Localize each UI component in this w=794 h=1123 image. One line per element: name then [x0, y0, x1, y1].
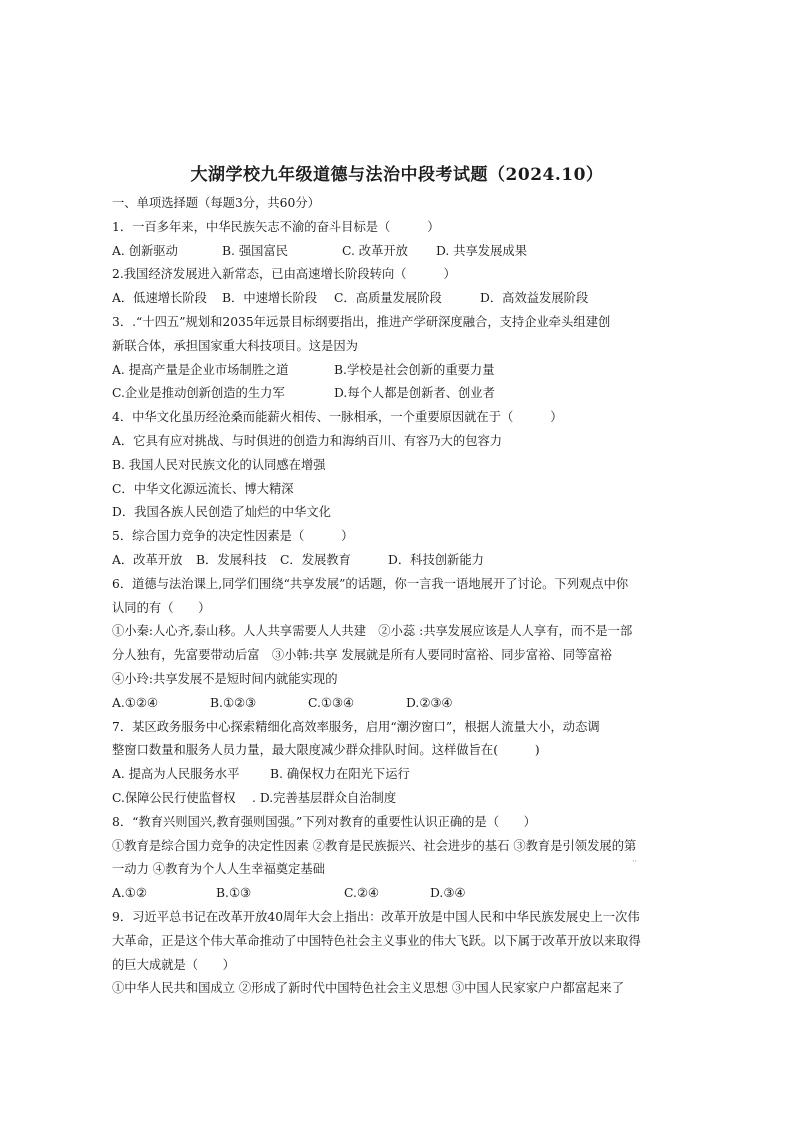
question-7-options-ab — [112, 763, 712, 787]
scan-speck: ·· — [632, 857, 638, 866]
exam-title: 大湖学校九年级道德与法治中段考试题（2024.10） — [190, 165, 604, 185]
q7-option-a: A. 提高为人民服务水平 — [112, 767, 240, 782]
q8-option-b: B.①③ — [216, 886, 251, 901]
q6-statement-line2: 分人独有，先富要带动后富 ③小韩:共享 发展就是所有人要同时富裕、同步富裕、同等富裕 — [112, 648, 612, 663]
exam-content — [112, 192, 712, 1001]
question-2-options — [112, 287, 712, 311]
q6-statement-line1: ①小秦:人心齐,泰山移。人人共享需要人人共建 ②小蕊 :共享发展应该是人人享有，而不是一部 — [112, 624, 633, 639]
q5-option-b: B．发展科技 — [196, 552, 267, 567]
question-9-stem-line3: 的巨大成就是（ ） — [112, 957, 235, 972]
q6-option-d: D.②③④ — [406, 695, 453, 710]
q6-statement-line3: ④小玲:共享发展不是短时间内就能实现的 — [112, 671, 338, 686]
question-5-stem: 5．综合国力竞争的决定性因素是（ ） — [112, 529, 354, 544]
q3-option-b: B.学校是社会创新的重要力量 — [334, 362, 495, 377]
question-3-options-cd — [112, 382, 712, 406]
q5-option-d: D．科技创新能力 — [388, 552, 484, 567]
q2-option-a: A．低速增长阶段 — [112, 291, 207, 306]
q8-option-a: A.①② — [112, 886, 147, 901]
question-5-options — [112, 549, 712, 573]
q8-option-c: C.②④ — [344, 886, 379, 901]
q3-option-a: A. 提高产量是企业市场制胜之道 — [112, 362, 289, 377]
q7-option-c: C.保障公民行使监督权 — [112, 790, 236, 805]
q9-statement-line1: ①中华人民共和国成立 ②形成了新时代中国特色社会主义思想 ③中国人民家家户户都富起来了 — [112, 981, 624, 996]
question-9-stem-line2: 大革命，正是这个伟大革命推动了中国特色社会主义事业的伟大飞跃。以下属于改革开放以来取得 — [112, 933, 641, 948]
q8-statement-line2: 一动力 ④教育为个人人生幸福奠定基础 — [112, 862, 325, 877]
question-3-stem-line1: 3．.“十四五”规划和2035年远景目标纲要指出，推进产学研深度融合，支持企业牵头组建创 — [112, 314, 611, 329]
question-8-options — [112, 882, 712, 906]
q4-option-a: A．它具有应对挑战、与时俱进的创造力和海纳百川、有容乃大的包容力 — [112, 433, 503, 448]
question-6-stem-line1: 6．道德与法治课上,同学们围绕“共享发展”的话题，你一言我一语地展开了讨论。下列观点中你 — [112, 576, 629, 591]
question-7-stem-line1: 7．某区政务服务中心探索精细化高效率服务，启用“潮汐窗口”，根据人流量大小，动态调 — [112, 719, 600, 734]
q4-option-b: B. 我国人民对民族文化的认同感在增强 — [112, 457, 326, 472]
q6-option-b: B.①②③ — [210, 695, 257, 710]
q8-statement-line1: ①教育是综合国力竞争的决定性因素 ②教育是民族振兴、社会进步的基石 ③教育是引领发展的第 — [112, 838, 637, 853]
q5-option-c: C．发展教育 — [280, 552, 351, 567]
question-1-stem: 1．一百多年来，中华民族矢志不渝的奋斗目标是（ ） — [112, 219, 440, 234]
q1-option-a: A. 创新驱动 — [112, 243, 178, 258]
q2-option-b: B．中速增长阶段 — [222, 291, 318, 306]
question-7-stem-line2: 整窗口数量和服务人员力量，最大限度减少群众排队时间。这样做旨在( ) — [112, 743, 540, 758]
question-6-stem-line2: 认同的有（ ） — [112, 600, 211, 615]
question-6-options — [112, 692, 712, 716]
q1-option-c: C. 改革开放 — [342, 243, 408, 258]
question-4-stem: 4．中华文化虽历经沧桑而能薪火相传、一脉相承，一个重要原因就在于（ ） — [112, 410, 563, 425]
q1-option-d: D. 共享发展成果 — [436, 243, 528, 258]
q6-option-c: C.①③④ — [308, 695, 354, 710]
q3-option-d: D.每个人都是创新者、创业者 — [334, 386, 495, 401]
q4-option-c: C．中华文化源远流长、博大精深 — [112, 481, 294, 496]
q4-option-d: D．我国各族人民创造了灿烂的中华文化 — [112, 505, 331, 520]
section-heading: 一、单项选择题（每题3分，共60分） — [112, 196, 320, 210]
question-9-stem-line1: 9．习近平总书记在改革开放40周年大会上指出：改革开放是中国人民和中华民族发展史上一次伟 — [112, 909, 640, 924]
question-3-options-ab — [112, 359, 712, 383]
q8-option-d: D.③④ — [430, 886, 466, 901]
question-1-options — [112, 240, 712, 264]
q1-option-b: B. 强国富民 — [222, 243, 289, 258]
q7-option-d: . D.完善基层群众自治制度 — [252, 790, 397, 805]
q2-option-c: C．高质量发展阶段 — [334, 291, 442, 306]
question-7-options-cd — [112, 787, 712, 811]
q7-option-b: B. 确保权力在阳光下运行 — [270, 767, 410, 782]
q5-option-a: A．改革开放 — [112, 552, 183, 567]
question-2-stem: 2.我国经济发展进入新常态，已由高速增长阶段转向（ ） — [112, 267, 456, 282]
q3-option-c: C.企业是推动创新创造的生力军 — [112, 386, 285, 401]
question-3-stem-line2: 新联合体，承担国家重大科技项目。这是因为 — [112, 338, 358, 353]
q6-option-a: A.①②④ — [112, 695, 158, 710]
q2-option-d: D．高效益发展阶段 — [480, 291, 589, 306]
question-8-stem: 8．“教育兴则国兴,教育强则国强。”下列对教育的重要性认识正确的是（ ） — [112, 814, 536, 829]
